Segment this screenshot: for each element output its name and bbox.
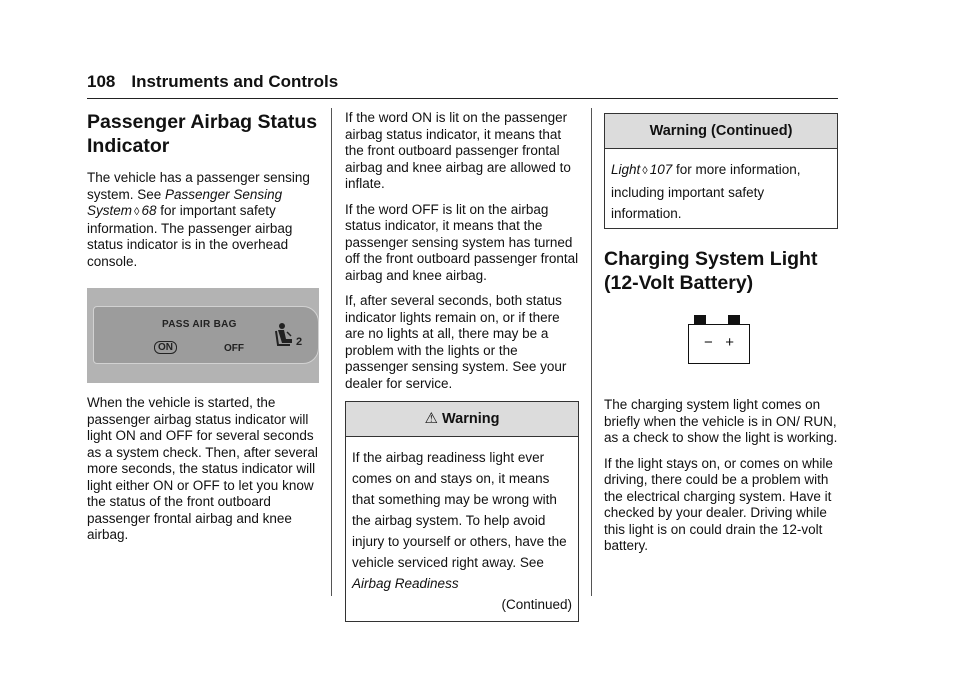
pass-air-bag-label: PASS AIR BAG bbox=[162, 319, 237, 330]
charging-paragraph-2: If the light stays on, or comes on while driving, there could be a problem with the electrical charging system. Have it checked by your dealer. Driving while this light is on could drain the 12-volt battery. bbox=[604, 455, 833, 553]
page-number: 108 bbox=[87, 72, 116, 91]
indicator-display bbox=[93, 306, 319, 364]
ref-passenger-sensing[interactable]: Passenger Sensing System bbox=[87, 186, 283, 218]
ref-page-107[interactable]: 107 bbox=[649, 162, 673, 177]
page-header bbox=[87, 72, 838, 99]
ref-airbag-readiness[interactable]: Airbag Readiness bbox=[352, 576, 459, 591]
seat-suffix-label: 2 bbox=[296, 336, 303, 348]
on-label: ON bbox=[154, 341, 177, 354]
ref-page-68[interactable]: 68 bbox=[141, 203, 157, 218]
warning-title bbox=[346, 402, 578, 437]
column-3 bbox=[604, 110, 838, 564]
warning-icon: ⚠ bbox=[424, 410, 438, 427]
warning-text bbox=[352, 447, 572, 594]
section-heading-charging: Charging System Light (12-Volt Battery) bbox=[604, 248, 818, 294]
column-divider-2 bbox=[591, 108, 592, 596]
startup-paragraph: When the vehicle is started, the passenger airbag status indicator will light ON and OFF for several seconds as a system check. Then, after several more seconds, the status indicator will light either ON or OFF to let you know the status of the front outboard passenger frontal airbag and knee airbag. bbox=[87, 395, 318, 542]
on-paragraph: If the word ON is lit on the passenger airbag status indicator, it means that the front outboard passenger frontal airbag and knee airbag are allowed to inflate. bbox=[345, 110, 571, 191]
column-divider-1 bbox=[331, 108, 332, 596]
warning-title-text: Warning bbox=[441, 411, 500, 427]
warning-body-text: If the airbag readiness light ever comes on and stays on, it means that something may be wrong with the airbag system. To help avoid injury to yourself or others, have the vehicle serviced right away. See bbox=[352, 450, 567, 570]
intro-text: The vehicle has a passenger sensing system. See bbox=[87, 170, 310, 202]
column-2 bbox=[345, 110, 579, 622]
continued-label: (Continued) bbox=[501, 597, 572, 612]
warning-continued-text bbox=[611, 159, 831, 224]
battery-plus: + bbox=[725, 334, 735, 351]
section-heading-airbag: Passenger Airbag Status Indicator bbox=[87, 111, 318, 157]
warning-box bbox=[345, 401, 579, 622]
column-1 bbox=[87, 110, 319, 553]
page-title: Instruments and Controls bbox=[131, 72, 339, 91]
battery-terminal-right bbox=[728, 315, 740, 324]
warning-continued-body bbox=[605, 149, 837, 228]
battery-icon bbox=[686, 315, 756, 375]
ref-arrow-icon: ◊ bbox=[642, 165, 648, 177]
battery-minus: − bbox=[703, 334, 713, 351]
battery-terminal-left bbox=[694, 315, 706, 324]
warning-body bbox=[346, 437, 578, 621]
seat-airbag-icon bbox=[272, 321, 306, 356]
battery-body bbox=[688, 324, 750, 364]
charging-paragraph-1: The charging system light comes on briefly when the vehicle is in ON/ RUN, as a check to show the light is working. bbox=[604, 397, 838, 445]
intro-paragraph bbox=[87, 170, 319, 270]
off-label: OFF bbox=[224, 343, 244, 354]
ref-light[interactable]: Light bbox=[611, 162, 641, 177]
warning-continued-title: Warning (Continued) bbox=[605, 114, 837, 149]
intro-text-end: for important safety information. The passenger airbag status indicator is in the overhead console. bbox=[87, 203, 293, 269]
off-paragraph: If the word OFF is lit on the airbag status indicator, it means that the passenger sensing system has turned off the front outboard passenger frontal airbag and knee airbag. bbox=[345, 201, 579, 283]
warning-continued-body-text: for more information, including important safety information. bbox=[611, 162, 801, 221]
airbag-indicator-image bbox=[87, 288, 319, 383]
both-lights-paragraph: If, after several seconds, both status indicator lights remain on, or if there are no lights at all, there may be a problem with the lights or the passenger sensing system. See your dealer for service. bbox=[345, 293, 567, 391]
ref-arrow-icon: ◊ bbox=[134, 206, 140, 218]
warning-continued-box bbox=[604, 113, 838, 229]
